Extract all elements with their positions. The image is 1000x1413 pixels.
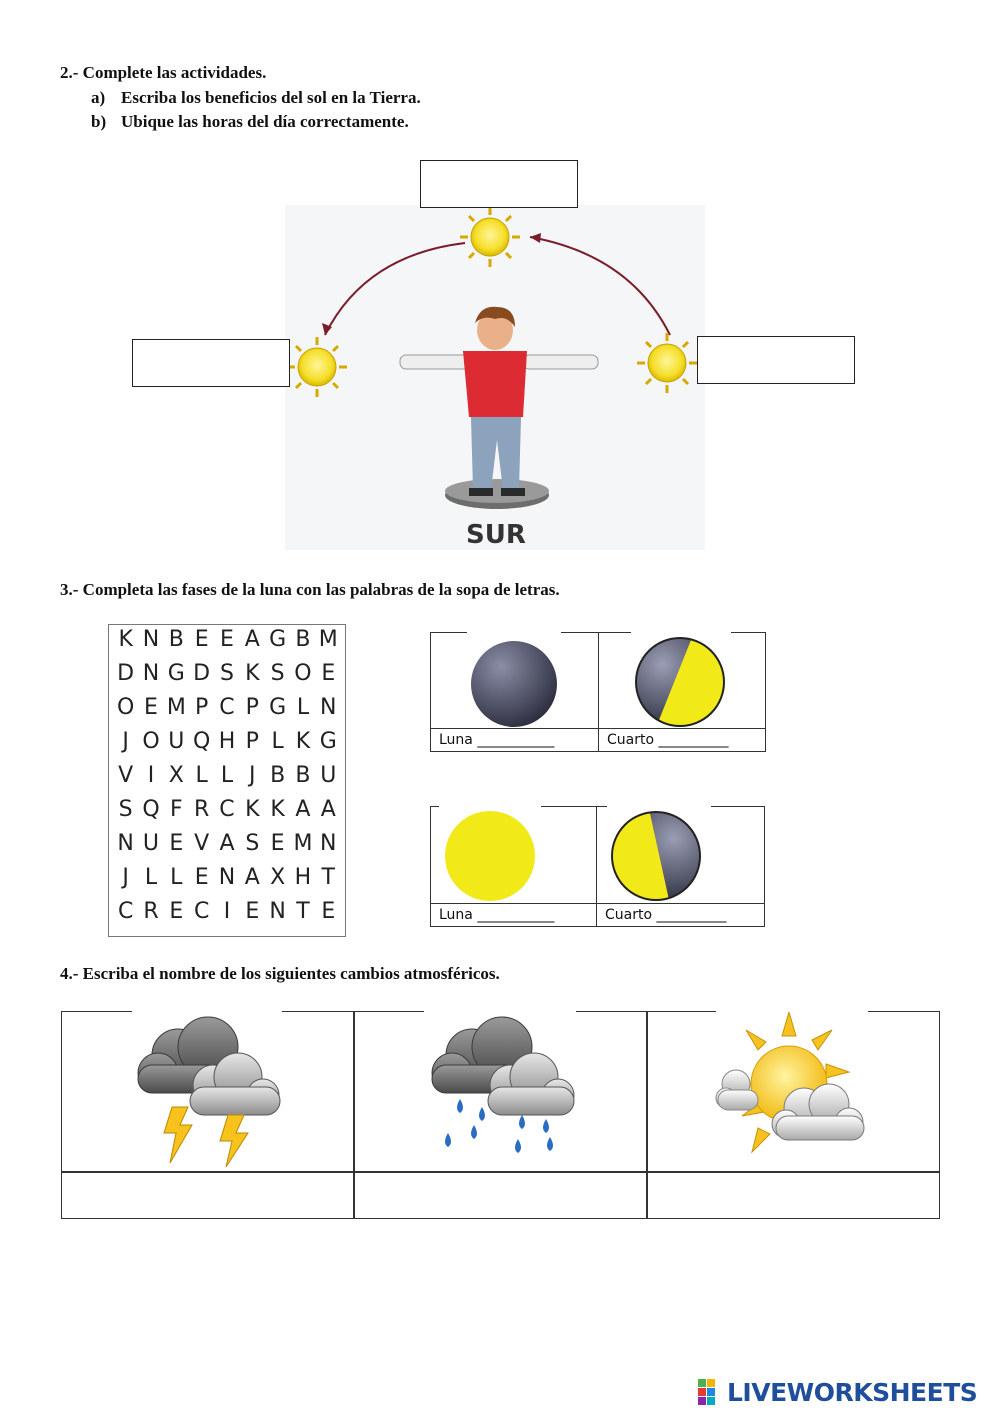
- word-search-letter[interactable]: K: [270, 797, 285, 822]
- moon-label-3: Luna ___________: [431, 903, 597, 926]
- word-search-letter[interactable]: E: [194, 627, 209, 652]
- word-search-letter[interactable]: I: [147, 763, 155, 788]
- section-2-heading: 2.- Complete las actividades.: [60, 63, 267, 82]
- word-search-letter[interactable]: B: [168, 627, 184, 652]
- word-search-letter[interactable]: D: [193, 661, 211, 686]
- word-search-letter[interactable]: L: [220, 763, 234, 788]
- word-search-letter[interactable]: C: [219, 695, 235, 720]
- word-search-letter[interactable]: S: [270, 661, 285, 686]
- word-search-letter[interactable]: T: [321, 865, 335, 890]
- word-search-row: [109, 899, 345, 933]
- thunderstorm-icon: [128, 1015, 288, 1170]
- word-search-letter[interactable]: S: [245, 831, 260, 856]
- liveworksheets-logo-text: LIVEWORKSHEETS: [727, 1377, 978, 1407]
- word-search-letter[interactable]: E: [169, 899, 184, 924]
- word-search-letter[interactable]: B: [295, 763, 311, 788]
- word-search-letter[interactable]: A: [295, 797, 311, 822]
- weather-answer-cell-2[interactable]: [356, 1173, 644, 1216]
- word-search-letter[interactable]: F: [169, 797, 183, 822]
- word-search-letter[interactable]: V: [118, 763, 134, 788]
- word-search-letter[interactable]: E: [245, 899, 260, 924]
- word-search-row: [109, 763, 345, 797]
- word-search-grid: [108, 624, 346, 937]
- word-search-letter[interactable]: L: [195, 763, 208, 788]
- word-search-letter[interactable]: C: [117, 899, 134, 924]
- moon-label-4: Cuarto __________: [597, 903, 764, 926]
- word-search-letter[interactable]: I: [223, 899, 231, 924]
- word-search-letter[interactable]: A: [244, 627, 260, 652]
- word-search-letter[interactable]: K: [245, 661, 260, 686]
- moon-card-last-quarter: [596, 806, 765, 927]
- weather-answer-cell-1[interactable]: [63, 1173, 351, 1216]
- word-search-row: [109, 627, 345, 661]
- first-quarter-moon-icon: [633, 635, 727, 729]
- word-search-letter[interactable]: K: [295, 729, 311, 754]
- word-search-row: [109, 695, 345, 729]
- word-search-letter[interactable]: H: [218, 729, 236, 754]
- word-search-letter[interactable]: V: [194, 831, 210, 856]
- word-search-letter[interactable]: J: [122, 729, 129, 754]
- section-3-heading: 3.- Completa las fases de la luna con las palabras de la sopa de letras.: [60, 580, 560, 599]
- word-search-letter[interactable]: M: [293, 831, 313, 856]
- word-search-letter[interactable]: N: [269, 899, 286, 924]
- word-search-letter[interactable]: G: [319, 729, 337, 754]
- word-search-letter[interactable]: L: [271, 729, 284, 754]
- word-search-letter[interactable]: Q: [192, 729, 211, 754]
- word-search-letter[interactable]: S: [219, 661, 234, 686]
- ground-label: SUR: [466, 520, 526, 550]
- moon-card-new: [430, 632, 600, 752]
- weather-answer-cell-3[interactable]: [649, 1173, 936, 1216]
- word-search-letter[interactable]: G: [269, 695, 287, 720]
- word-search-letter[interactable]: N: [320, 831, 337, 856]
- weather-divider: [353, 1011, 355, 1218]
- word-search-letter[interactable]: P: [245, 695, 259, 720]
- word-search-letter[interactable]: P: [195, 695, 209, 720]
- word-search-letter[interactable]: O: [116, 695, 135, 720]
- section-4-heading: 4.- Escriba el nombre de los siguientes cambios atmosféricos.: [60, 964, 500, 983]
- sun-path-illustration: [285, 195, 705, 555]
- word-search-letter[interactable]: A: [244, 865, 260, 890]
- word-search-letter[interactable]: A: [219, 831, 235, 856]
- word-search-letter[interactable]: X: [270, 865, 286, 890]
- new-moon-icon: [469, 639, 559, 729]
- word-search-letter[interactable]: N: [320, 695, 337, 720]
- moon-answer-line[interactable]: [439, 805, 541, 808]
- answer-box-east[interactable]: [697, 336, 855, 384]
- word-search-row: [109, 661, 345, 695]
- liveworksheets-logo: [697, 1377, 997, 1407]
- moon-label-1: Luna ___________: [431, 728, 599, 751]
- weather-divider: [646, 1011, 648, 1218]
- word-search-letter[interactable]: U: [168, 729, 185, 754]
- moon-card-full: [430, 806, 598, 927]
- word-search-letter[interactable]: N: [142, 627, 160, 652]
- word-search-letter[interactable]: R: [143, 899, 159, 924]
- moon-card-first-quarter: [598, 632, 766, 752]
- word-search-letter[interactable]: Q: [142, 797, 160, 822]
- word-search-letter[interactable]: L: [144, 865, 158, 890]
- word-search-letter[interactable]: E: [194, 865, 209, 890]
- word-search-letter[interactable]: E: [169, 831, 184, 856]
- word-search-letter[interactable]: X: [168, 763, 184, 788]
- word-search-letter[interactable]: M: [318, 627, 338, 652]
- word-search-letter[interactable]: B: [295, 627, 311, 652]
- moon-label-2: Cuarto __________: [599, 728, 765, 751]
- word-search-letter[interactable]: E: [321, 661, 336, 686]
- word-search-letter[interactable]: T: [296, 899, 310, 924]
- word-search-letter[interactable]: C: [219, 797, 235, 822]
- word-search-letter[interactable]: N: [117, 831, 134, 856]
- word-search-letter[interactable]: U: [320, 763, 337, 788]
- word-search-row: [109, 831, 345, 865]
- moon-answer-line[interactable]: [631, 631, 731, 634]
- moon-answer-line[interactable]: [607, 805, 711, 808]
- word-search-letter[interactable]: K: [245, 797, 260, 822]
- word-search-letter[interactable]: E: [321, 899, 336, 924]
- word-search-row: [109, 865, 345, 899]
- word-search-letter[interactable]: M: [166, 695, 186, 720]
- word-search-letter[interactable]: A: [320, 797, 336, 822]
- last-quarter-moon-icon: [609, 809, 703, 903]
- word-search-letter[interactable]: S: [118, 797, 133, 822]
- answer-box-west[interactable]: [132, 339, 290, 387]
- word-search-letter[interactable]: P: [245, 729, 259, 754]
- word-search-row: [109, 797, 345, 831]
- word-search-letter[interactable]: C: [193, 899, 210, 924]
- item-a-text: Escriba los beneficios del sol en la Tierra.: [121, 88, 421, 107]
- item-a-marker: a): [91, 88, 106, 107]
- word-search-letter[interactable]: R: [193, 797, 210, 822]
- weather-answer-blank-2[interactable]: [424, 1009, 576, 1013]
- partly-cloudy-icon: [714, 1012, 869, 1167]
- rain-icon: [422, 1015, 582, 1160]
- moon-answer-line[interactable]: [467, 631, 561, 634]
- word-search-letter[interactable]: B: [270, 763, 286, 788]
- word-search-letter[interactable]: E: [144, 695, 158, 720]
- word-search-row: [109, 729, 345, 763]
- word-search-letter[interactable]: L: [296, 695, 310, 720]
- word-search-letter[interactable]: G: [269, 627, 287, 652]
- full-moon-icon: [443, 809, 537, 903]
- word-search-letter[interactable]: E: [270, 831, 285, 856]
- word-search-letter[interactable]: J: [122, 865, 129, 890]
- word-search-letter[interactable]: G: [167, 661, 185, 686]
- item-b-text: Ubique las horas del día correctamente.: [121, 112, 409, 131]
- word-search-letter[interactable]: H: [294, 865, 312, 890]
- word-search-letter[interactable]: N: [218, 865, 236, 890]
- word-search-letter[interactable]: O: [142, 729, 160, 754]
- weather-answer-blank-1[interactable]: [132, 1009, 282, 1013]
- word-search-letter[interactable]: D: [117, 661, 135, 686]
- word-search-letter[interactable]: O: [294, 661, 312, 686]
- word-search-letter[interactable]: L: [170, 865, 183, 890]
- item-b-marker: b): [91, 112, 107, 131]
- word-search-letter[interactable]: K: [118, 627, 133, 652]
- word-search-letter[interactable]: J: [249, 763, 256, 788]
- answer-box-noon[interactable]: [420, 160, 578, 208]
- liveworksheets-logo-icon: [697, 1378, 725, 1406]
- word-search-letter[interactable]: N: [142, 661, 160, 686]
- word-search-letter[interactable]: E: [220, 627, 234, 652]
- word-search-letter[interactable]: U: [142, 831, 160, 856]
